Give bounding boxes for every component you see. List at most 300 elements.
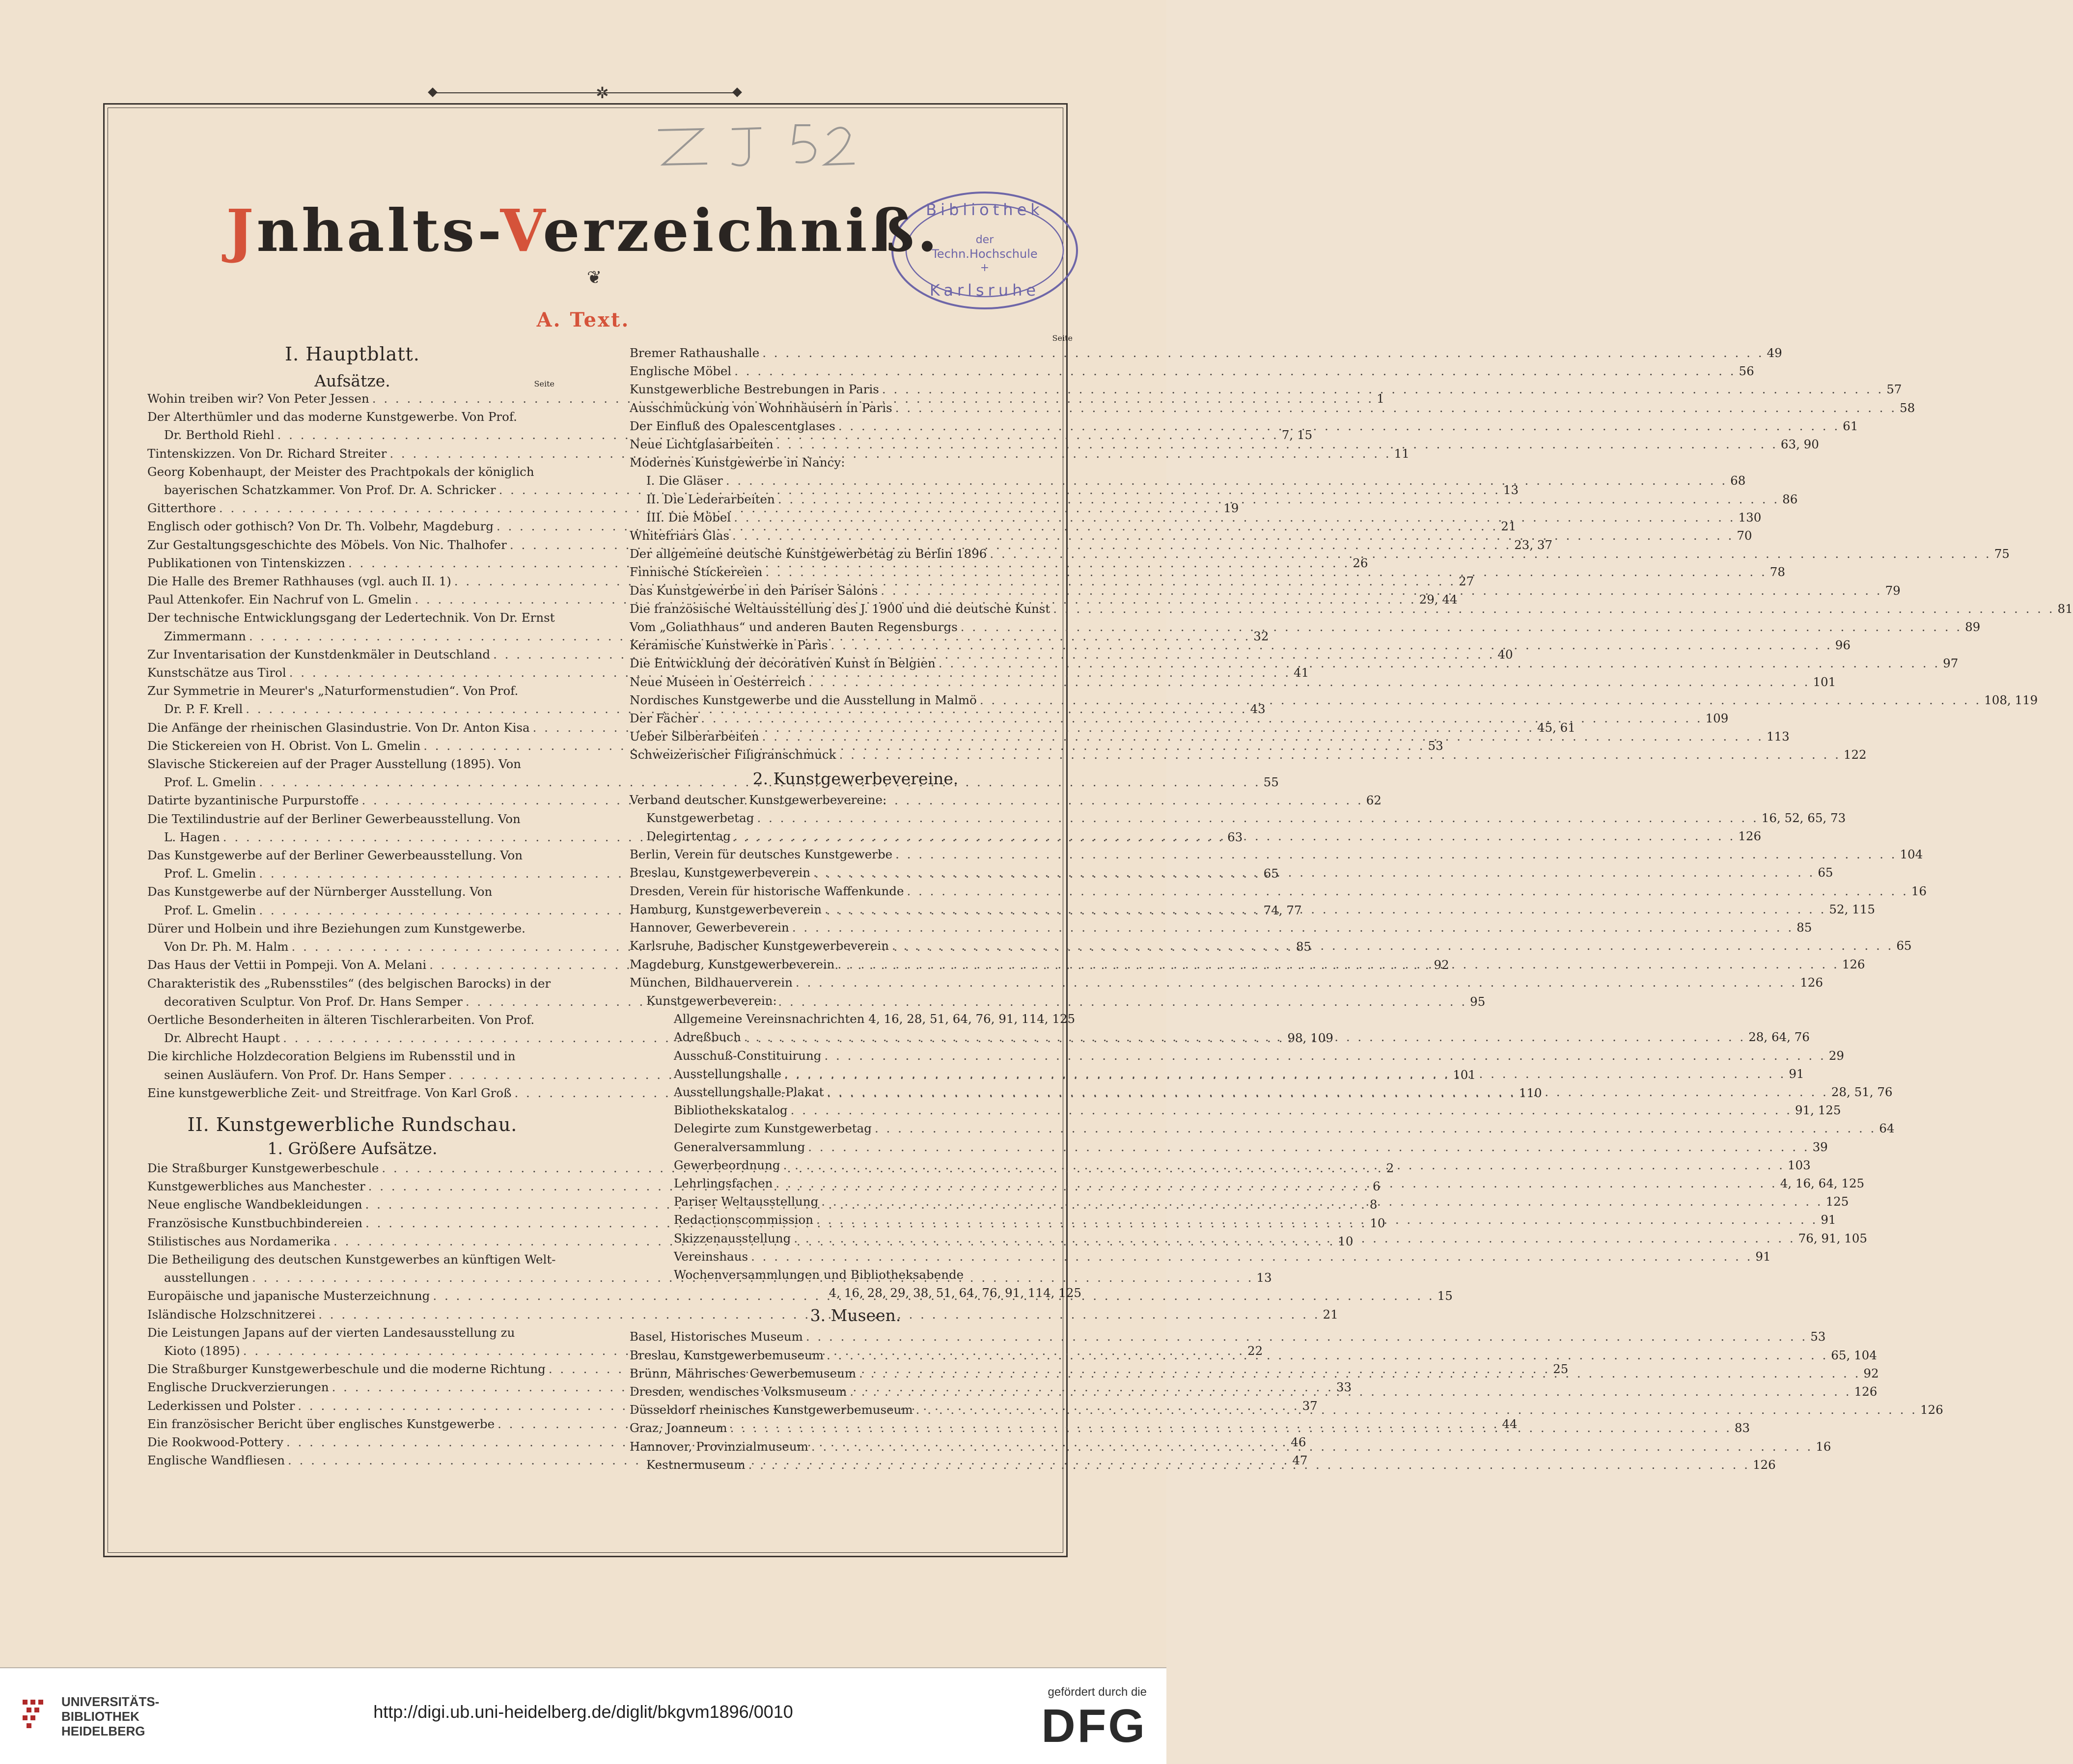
page-title <box>0 196 1166 265</box>
toc-entry-page: 65 <box>1263 866 1279 881</box>
toc-entry-title: Englische Druckverzierungen <box>147 1380 329 1395</box>
toc-entry-page: 113 <box>1766 729 1790 744</box>
leader-dots <box>731 362 1739 380</box>
toc-entry-page: 28, 64, 76 <box>1748 1030 1810 1045</box>
toc-entry-title: Generalversammlung <box>674 1139 805 1154</box>
hauptblatt-heading: I. Hauptblatt. <box>285 343 420 365</box>
rundschau-heading: II. Kunstgewerbliche Rundschau. <box>187 1113 518 1135</box>
toc-entry-page: 64 <box>1879 1121 1895 1136</box>
toc-entry-title: Ein französischer Bericht über englisches Kunstgewerbe <box>147 1416 495 1431</box>
toc-entry <box>630 1047 1844 1065</box>
toc-entry-page: 7, 15 <box>1281 428 1313 442</box>
toc-entry <box>630 691 2038 709</box>
leader-dots <box>781 1065 1789 1083</box>
toc-entry-title: Gewerbeordnung <box>674 1158 780 1172</box>
toc-entry-page: 16, 52, 65, 73 <box>1761 810 1846 825</box>
toc-entry-page: 13 <box>1503 483 1519 497</box>
toc-entry-title: Düsseldorf rheinisches Kunstgewerbemuseum <box>630 1403 913 1417</box>
toc-entry-title: Kestnermuseum <box>646 1457 746 1472</box>
toc-entry-title: Englische Möbel <box>630 364 732 379</box>
leader-dots <box>754 809 1761 827</box>
toc-entry-title: seinen Ausläufern. Von Prof. Dr. Hans Semper <box>164 1067 445 1082</box>
toc-entry: Die Textilindustrie auf der Berliner Gewerbeausstellung. Von <box>147 811 521 826</box>
toc-entry: Kunstgewerbeverein: <box>646 993 777 1008</box>
toc-entry <box>630 863 1833 882</box>
toc-entry <box>630 1156 1811 1174</box>
leader-dots <box>805 673 1813 691</box>
toc-entry-page: 37 <box>1302 1398 1318 1413</box>
toc-entry-title: II. Die Lederarbeiten <box>646 492 775 506</box>
toc-entry <box>630 882 1927 900</box>
toc-entry-page: 92 <box>1863 1366 1879 1380</box>
top-rule-left-end <box>428 87 438 97</box>
toc-entry-title: Dresden, Verein für historische Waffenkunde <box>630 883 904 898</box>
leader-dots <box>977 691 1984 709</box>
toc-entry-page: 76, 91, 105 <box>1798 1231 1867 1245</box>
toc-entry-title: Dresden, wendisches Volksmuseum <box>630 1384 847 1399</box>
leader-dots <box>821 1047 1828 1065</box>
leader-dots <box>828 636 1835 654</box>
toc-entry-page: 40 <box>1497 647 1513 662</box>
toc-entry-title: Pariser Weltausstellung <box>674 1194 819 1209</box>
toc-entry-page: 25 <box>1553 1362 1569 1377</box>
toc-entry <box>630 1101 1841 1119</box>
toc-entry-page: 96 <box>1835 638 1851 653</box>
seite-label: Seite <box>534 379 554 388</box>
toc-entry-page: 126 <box>1854 1384 1878 1399</box>
leader-dots <box>698 709 1705 727</box>
toc-entry-page: 47 <box>1292 1453 1308 1468</box>
toc-entry <box>630 1192 1849 1211</box>
library-name-line-1: UNIVERSITÄTS- <box>61 1694 160 1709</box>
toc-entry-title: Englisch oder gothisch? Von Dr. Th. Volbehr, Magdeburg <box>147 519 494 534</box>
leader-dots <box>813 1211 1821 1229</box>
leader-dots <box>803 1327 1810 1346</box>
toc-entry-title: Berlin, Verein für deutsches Kunstgewerbe <box>630 847 893 862</box>
library-name-line-2: BIBLIOTHEK <box>61 1709 139 1724</box>
toc-entry-title: Die Straßburger Kunstgewerbeschule <box>147 1160 379 1175</box>
leader-dots <box>775 490 1782 508</box>
toc-entry: Slavische Stickereien auf der Prager Ausstellung (1895). Von <box>147 757 521 772</box>
toc-entry-page: 19 <box>1223 501 1239 516</box>
leader-dots <box>788 1101 1795 1119</box>
toc-entry-page: 108, 119 <box>1984 692 2038 707</box>
toc-entry-page: 56 <box>1739 364 1754 379</box>
toc-entry: Oertliche Besonderheiten in älteren Tischlerarbeiten. Von Prof. <box>147 1012 535 1027</box>
toc-entry: Das Kunstgewerbe auf der Berliner Gewerbeausstellung. Von <box>147 848 523 863</box>
toc-entry-title: Breslau, Kunstgewerbeverein <box>630 865 811 880</box>
toc-entry-page: 62 <box>1366 793 1382 808</box>
leader-dots <box>835 417 1843 435</box>
toc-entry-title: Die Entwicklung der decorativen Kunst in Belgien <box>630 656 936 671</box>
toc-entry-title: Neue Lichtglasarbeiten <box>630 437 774 452</box>
toc-entry: Georg Kobenhaupt, der Meister des Prachtpokals der königlich <box>147 464 534 479</box>
toc-entry: Modernes Kunstgewerbe in Nancy: <box>630 455 845 470</box>
leader-dots <box>818 1192 1825 1211</box>
leader-dots <box>892 399 1900 417</box>
toc-entry-page: 78 <box>1769 565 1785 579</box>
leader-dots <box>762 563 1769 581</box>
toc-entry-title: Eine kunstgewerbliche Zeit- und Streitfrage. Von Karl Groß <box>147 1085 512 1100</box>
toc-entry <box>630 1174 1865 1192</box>
source-url-link[interactable]: http://digi.ub.uni-heidelberg.de/diglit/bkgvm1896/0010 <box>373 1702 793 1722</box>
toc-entry-title: Die Straßburger Kunstgewerbeschule und die moderne Richtung <box>147 1362 546 1377</box>
toc-entry <box>630 1138 1828 1156</box>
toc-entry-title: Die französische Weltausstellung des J. 1900 und die deutsche Kunst <box>630 601 1050 616</box>
toc-entry: Der technische Entwicklungsgang der Ledertechnik. Von Dr. Ernst <box>147 610 555 625</box>
leader-dots <box>727 1419 1735 1437</box>
toc-entry-title: I. Die Gläser <box>646 473 723 488</box>
toc-entry-title: Hannover, Gewerbeverein <box>630 920 789 935</box>
leader-dots <box>731 827 1738 845</box>
svg-text:der: der <box>975 234 994 246</box>
toc-entry-title: Ausstellungshalle-Plakat <box>674 1084 824 1099</box>
leader-dots <box>879 380 1886 398</box>
toc-entry-title: Bibliothekskatalog <box>674 1103 788 1118</box>
toc-entry-title: Kunstgewerbliches aus Manchester <box>147 1179 365 1194</box>
toc-entry-page: 109 <box>1705 711 1729 726</box>
toc-entry-title: Finnische Stickereien <box>630 565 763 579</box>
toc-entry-page: 29 <box>1828 1048 1844 1063</box>
leader-dots <box>892 845 1900 863</box>
leader-dots <box>904 882 1911 900</box>
toc-entry-title: Nordisches Kunstgewerbe und die Ausstellung in Malmö <box>630 692 977 707</box>
toc-entry-page: 29, 44 <box>1419 592 1458 607</box>
leader-dots <box>759 727 1767 745</box>
toc-entry-page: 89 <box>1965 620 1981 634</box>
toc-entry-page: 33 <box>1336 1380 1352 1395</box>
toc-entry-page: 39 <box>1812 1139 1828 1154</box>
toc-entry-title: Kioto (1895) <box>164 1343 240 1358</box>
leader-dots <box>774 435 1781 453</box>
toc-entry-page: 126 <box>1800 975 1823 990</box>
toc-entry-title: bayerischen Schatzkammer. Von Prof. Dr. A. Schricker <box>164 483 496 497</box>
toc-entry-page: 101 <box>1813 674 1836 689</box>
toc-entry-title: Englische Wandfliesen <box>147 1453 285 1468</box>
leader-dots <box>889 937 1896 955</box>
toc-entry-page: 97 <box>1943 656 1959 671</box>
toc-entry-title: Skizzenausstellung <box>674 1231 791 1245</box>
toc-entry <box>630 918 1812 937</box>
toc-entry-page: 2 <box>1386 1160 1394 1175</box>
groessere-aufsaetze-heading: 1. Größere Aufsätze. <box>267 1138 438 1158</box>
funded-by-text: gefördert durch die <box>1048 1685 1147 1699</box>
museen-heading: 3. Museen. <box>810 1306 901 1325</box>
leader-dots <box>780 1156 1788 1174</box>
toc-entry-title: III. Die Möbel <box>646 510 731 524</box>
toc-entry-page: 92 <box>1434 958 1449 972</box>
toc-entry-title: Zur Gestaltungsgeschichte des Möbels. Von Nic. Thalhofer <box>147 537 507 552</box>
toc-entry-page: 104 <box>1900 847 1923 862</box>
toc-entry-title: Vereinshaus <box>674 1249 748 1264</box>
toc-entry-title: Isländische Holzschnitzerei <box>147 1307 316 1322</box>
toc-entry-page: 98, 109 <box>1287 1031 1333 1046</box>
toc-entry-page: 13 <box>1256 1270 1272 1285</box>
toc-entry-page: 79 <box>1885 583 1901 598</box>
toc-entry: Verband deutscher Kunstgewerbevereine: <box>630 792 887 807</box>
toc-entry-page: 27 <box>1459 574 1474 589</box>
toc-entry: Charakteristik des „Rubensstiles“ (des belgischen Barocks) in der <box>147 976 551 991</box>
toc-entry-title: Delegirtentag <box>646 829 731 844</box>
toc-entry-title: Kunstgewerbliche Bestrebungen in Paris <box>630 382 879 397</box>
toc-entry-page: 22 <box>1247 1343 1263 1358</box>
leader-dots <box>746 1456 1753 1474</box>
leader-dots <box>773 1174 1780 1192</box>
toc-entry-title: Karlsruhe, Badischer Kunstgewerbeverein <box>630 938 889 953</box>
handwritten-shelfmark <box>648 110 884 179</box>
leader-dots <box>748 1247 1755 1266</box>
toc-entry-page: 65 <box>1896 938 1912 953</box>
svg-text:Karlsruhe: Karlsruhe <box>929 281 1040 300</box>
toc-entry <box>147 426 1313 444</box>
toc-entry-page: 55 <box>1263 775 1279 790</box>
toc-entry-title: Ausschmückung von Wohnhäusern in Paris <box>630 400 892 415</box>
leader-dots <box>791 1229 1798 1247</box>
toc-entry-page: 63 <box>1227 829 1243 844</box>
toc-entry-title: Ausstellungshalle <box>674 1066 782 1081</box>
toc-entry-page: 21 <box>1501 519 1517 534</box>
toc-entry-page: 110 <box>1519 1085 1542 1100</box>
toc-entry-title: Von Dr. Ph. M. Halm <box>164 939 289 954</box>
toc-entry-page: 101 <box>1453 1067 1476 1082</box>
leader-dots <box>834 955 1842 973</box>
toc-entry: Der Alterthümler und das moderne Kunstgewerbe. Von Prof. <box>147 410 517 424</box>
svg-text:Bibliothek: Bibliothek <box>926 200 1044 219</box>
leader-dots <box>789 918 1797 937</box>
leader-dots <box>856 1364 1863 1382</box>
toc-entry-page: 126 <box>1920 1403 1943 1417</box>
toc-entry <box>630 1327 1826 1346</box>
toc-entry: 4, 16, 28, 29, 38, 51, 64, 76, 91, 114, 125 <box>829 1286 1081 1300</box>
leader-dots <box>824 1346 1831 1364</box>
toc-entry-title: Hamburg, Kunstgewerbeverein <box>630 902 822 916</box>
leader-dots <box>822 900 1829 918</box>
toc-entry-title: Neue Museen in Oesterreich <box>630 674 806 689</box>
toc-entry-title: Ueber Silberarbeiten <box>630 729 759 744</box>
toc-entry-title: Das Kunstgewerbe in den Pariser Salons <box>630 583 878 598</box>
toc-entry-title: München, Bildhauerverein <box>630 975 793 990</box>
toc-entry-title: Schweizerischer Filigranschmuck <box>630 747 836 762</box>
toc-entry-title: Gitterthore <box>147 501 216 516</box>
toc-entry-title: Die Anfänge der rheinischen Glasindustrie. Von Dr. Anton Kisa <box>147 720 530 735</box>
toc-entry-page: 75 <box>1994 547 2010 561</box>
toc-entry-title: Vom „Goliathhaus“ und anderen Bauten Regensburgs <box>630 620 958 634</box>
leader-dots <box>878 581 1885 600</box>
toc-entry-page: 91, 125 <box>1795 1103 1841 1118</box>
toc-entry-title: Der allgemeine deutsche Kunstgewerbetag zu Berlin 1896 <box>630 547 987 561</box>
toc-entry-title: Dr. Berthold Riehl <box>164 428 275 442</box>
toc-entry-page: 49 <box>1767 346 1782 360</box>
toc-entry-page: 61 <box>1843 418 1858 433</box>
toc-entry-title: Graz, Joanneum <box>630 1421 727 1435</box>
section-a-heading: A. Text. <box>536 308 630 331</box>
leader-dots <box>808 1437 1816 1456</box>
svg-text:+: + <box>980 262 990 274</box>
toc-entry-title: Französische Kunstbuchbindereien <box>147 1215 363 1230</box>
toc-entry-page: 16 <box>1911 883 1927 898</box>
toc-entry <box>630 380 1902 398</box>
toc-entry-title: Prof. L. Gmelin <box>164 775 256 790</box>
toc-entry-page: 63, 90 <box>1780 437 1819 452</box>
toc-entry-page: 46 <box>1291 1434 1306 1449</box>
toc-entry-page: 85 <box>1296 939 1312 954</box>
leader-dots <box>836 745 1844 764</box>
toc-entry-page: 53 <box>1428 738 1443 753</box>
leader-dots <box>913 1401 1920 1419</box>
toc-entry <box>630 973 1823 992</box>
toc-entry: Das Kunstgewerbe auf der Nürnberger Ausstellung. Von <box>147 884 493 899</box>
toc-entry-page: 28, 51, 76 <box>1831 1084 1893 1099</box>
toc-entry-title: Basel, Historisches Museum <box>630 1329 803 1344</box>
toc-entry: Allgemeine Vereinsnachrichten 4, 16, 28, 51, 64, 76, 91, 114, 125 <box>674 1012 1076 1026</box>
dfg-logo: DFG <box>1041 1700 1147 1752</box>
toc-entry-title: Dr. Albrecht Haupt <box>164 1031 280 1046</box>
leader-dots <box>729 526 1737 545</box>
leader-dots <box>793 973 1800 992</box>
toc-entry-page: 4, 16, 64, 125 <box>1780 1176 1865 1190</box>
toc-entry-page: 41 <box>1293 665 1309 680</box>
toc-entry-page: 6 <box>1372 1179 1381 1194</box>
leader-dots <box>1050 600 2057 618</box>
toc-entry-title: Europäische und japanische Musterzeichnung <box>147 1289 430 1303</box>
toc-entry-page: 86 <box>1782 492 1798 506</box>
toc-entry-title: Whitefriars Glas <box>630 528 730 543</box>
toc-entry-title: Brünn, Mährisches Gewerbemuseum <box>630 1366 857 1380</box>
toc-entry-page: 23, 37 <box>1514 537 1553 552</box>
toc-entry-title: Magdeburg, Kunstgewerbeverein <box>630 957 835 971</box>
toc-entry-title: Der Einfluß des Opalescentglases <box>630 418 835 433</box>
toc-entry-title: Die Stickereien von H. Obrist. Von L. Gmelin <box>147 738 421 753</box>
toc-entry-page: 125 <box>1825 1194 1849 1209</box>
toc-entry-title: Bremer Rathaushalle <box>630 346 760 360</box>
toc-entry-page: 65, 104 <box>1831 1348 1877 1362</box>
title-ornament: ❦ <box>587 268 602 288</box>
kunstgewerbevereine-heading: 2. Kunstgewerbevereine. <box>752 769 959 788</box>
toc-entry-page: 15 <box>1437 1289 1453 1303</box>
toc-entry-title: Prof. L. Gmelin <box>164 903 256 917</box>
title-initial-2: V <box>500 196 543 265</box>
toc-entry <box>630 1247 1771 1266</box>
leader-dots <box>731 508 1738 526</box>
toc-entry-page: 21 <box>1323 1307 1338 1322</box>
toc-entry-title: Tintenskizzen. Von Dr. Richard Streiter <box>147 446 387 461</box>
toc-entry-title: Wohin treiben wir? Von Peter Jessen <box>147 391 369 406</box>
toc-entry-page: 44 <box>1502 1416 1518 1431</box>
toc-entry-title: Adreßbuch <box>674 1030 741 1045</box>
leader-dots <box>847 1382 1854 1401</box>
toc-entry-title: ausstellungen <box>164 1270 249 1285</box>
toc-entry-page: 85 <box>1797 920 1812 935</box>
toc-entry-page: 26 <box>1353 555 1368 570</box>
toc-entry-page: 10 <box>1370 1215 1385 1230</box>
toc-entry <box>630 1119 1895 1137</box>
aufsaetze-heading: Aufsätze. <box>314 371 390 390</box>
toc-entry-title: Redactionscommission <box>674 1213 814 1227</box>
top-ornament-rule <box>432 92 737 93</box>
toc-entry-page: 74, 77 <box>1263 903 1302 917</box>
leader-dots <box>759 344 1767 362</box>
toc-entry-page: 45, 61 <box>1537 720 1575 735</box>
leader-dots <box>987 545 1994 563</box>
toc-entry-page: 57 <box>1886 382 1902 397</box>
toc-entry-title: L. Hagen <box>164 829 220 844</box>
toc-entry-page: 95 <box>1470 994 1486 1009</box>
toc-entry-title: Hannover, Provinzialmuseum <box>630 1439 808 1454</box>
toc-entry-title: Keramische Kunstwerke in Paris <box>630 638 828 653</box>
leader-dots <box>872 1119 1879 1137</box>
toc-entry <box>630 600 2073 618</box>
toc-entry-title: Delegirte zum Kunstgewerbetag <box>674 1121 872 1136</box>
toc-entry-title: Die Rookwood-Pottery <box>147 1434 283 1449</box>
leader-dots <box>805 1138 1812 1156</box>
toc-entry-page: 130 <box>1738 510 1762 524</box>
library-name-line-3: HEIDELBERG <box>61 1724 145 1738</box>
toc-entry <box>630 563 1785 581</box>
toc-entry-title: decorativen Sculptur. Von Prof. Dr. Hans Semper <box>164 994 463 1009</box>
toc-entry-title: Neue englische Wandbekleidungen <box>147 1197 362 1212</box>
toc-entry <box>630 344 1782 362</box>
seite-label-right: Seite <box>1052 333 1073 343</box>
toc-entry-page: 10 <box>1338 1234 1354 1248</box>
toc-entry-title: Publikationen von Tintenskizzen <box>147 555 345 570</box>
toc-entry-page: 91 <box>1755 1249 1771 1264</box>
toc-entry-page: 126 <box>1842 957 1865 971</box>
footer-divider <box>0 1667 1166 1668</box>
toc-entry-page: 70 <box>1737 528 1752 543</box>
leader-dots <box>810 863 1818 882</box>
toc-entry: Zur Symmetrie in Meurer's „Naturformenstudien“. Von Prof. <box>147 684 519 698</box>
toc-entry-page: 32 <box>1253 629 1269 643</box>
toc-entry-page: 52, 115 <box>1829 902 1875 916</box>
leader-dots <box>958 618 1965 636</box>
toc-entry <box>630 845 1923 863</box>
toc-entry-title: Die Halle des Bremer Rathhauses (vgl. auch II. 1) <box>147 574 451 589</box>
toc-entry-title: Stilistisches aus Nordamerika <box>147 1234 331 1248</box>
toc-entry-page: 65 <box>1818 865 1833 880</box>
toc-entry-title: Paul Attenkofer. Ein Nachruf von L. Gmelin <box>147 592 412 607</box>
top-ornament-star: ✲ <box>596 83 609 102</box>
toc-entry <box>630 399 1915 417</box>
toc-entry-page: 83 <box>1734 1421 1750 1435</box>
toc-entry: Die Leistungen Japans auf der vierten Landesausstellung zu <box>147 1325 515 1340</box>
svg-text:Techn.Hochschule: Techn.Hochschule <box>932 247 1038 261</box>
toc-entry-title: Breslau, Kunstgewerbemuseum <box>630 1348 824 1362</box>
toc-entry <box>630 809 1846 827</box>
toc-entry-title: Datirte byzantinische Purpurstoffe <box>147 793 359 808</box>
toc-entry-page: 43 <box>1250 702 1266 717</box>
leader-dots <box>936 654 1943 672</box>
toc-entry-title: Lehrlingsfachen <box>674 1176 773 1190</box>
toc-entry: Wochenversammlungen und Bibliotheksabende <box>674 1267 964 1282</box>
toc-entry-page: 103 <box>1787 1158 1811 1172</box>
toc-entry-title: Der Fächer <box>630 711 698 726</box>
toc-entry-title: Zur Inventarisation der Kunstdenkmäler in Deutschland <box>147 647 491 662</box>
leader-dots <box>723 471 1730 490</box>
toc-entry: Die Betheiligung des deutschen Kunstgewerbes an künftigen Welt- <box>147 1252 556 1267</box>
toc-entry-title: Dr. P. F. Krell <box>164 702 243 717</box>
toc-entry-page: 8 <box>1369 1197 1378 1212</box>
toc-entry-title: Zimmermann <box>164 629 246 643</box>
title-initial-1: J <box>226 196 257 265</box>
toc-entry <box>630 673 1836 691</box>
toc-entry-title: Das Haus der Vettii in Pompeji. Von A. Melani <box>147 958 427 972</box>
toc-entry-page: 1 <box>1377 391 1384 406</box>
toc-entry-title: Prof. L. Gmelin <box>164 866 256 881</box>
toc-entry-page: 16 <box>1816 1439 1831 1454</box>
toc-entry-title: Kunstschätze aus Tirol <box>147 665 286 680</box>
title-part-2: erzeichniß. <box>543 196 940 265</box>
title-part-1: nhalts- <box>256 196 500 265</box>
